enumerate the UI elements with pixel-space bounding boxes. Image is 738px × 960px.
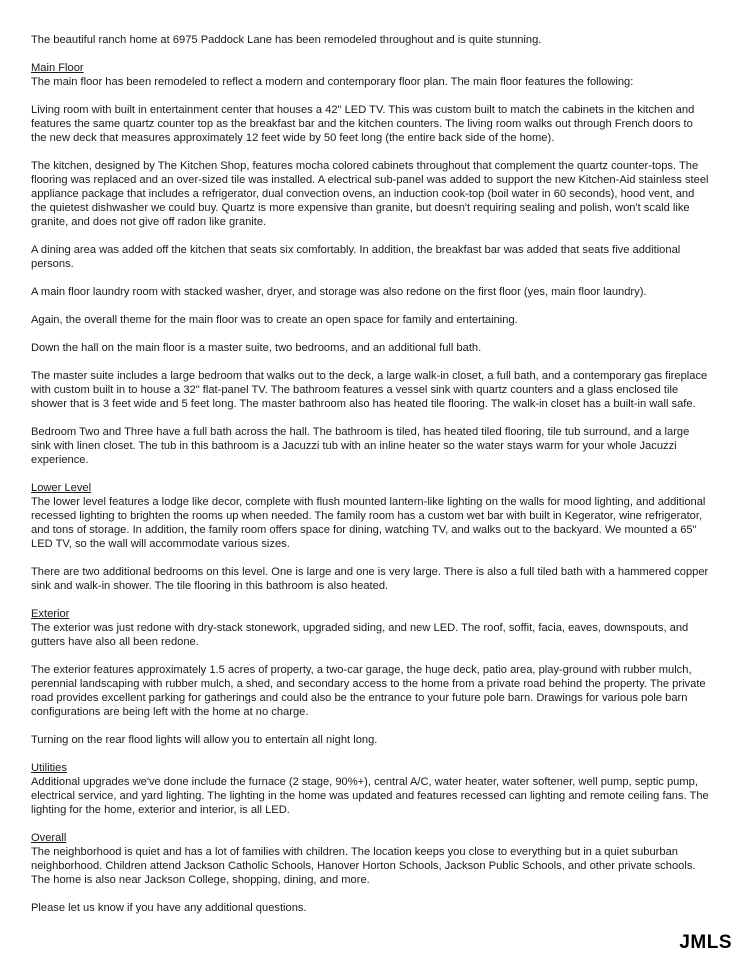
- paragraph: The main floor has been remodeled to reflect a modern and contemporary floor plan. The main floor features the following:: [31, 76, 634, 88]
- paragraph: Bedroom Two and Three have a full bath across the hall. The bathroom is tiled, has heated tiled flooring, tile tub surround, and a large sink with linen closet. The tub in this bathroom is a Jacuzzi tub with an inline heater so the water stays warm for your whole Jacuzzi experience.: [31, 426, 690, 466]
- section-lower-level: [31, 481, 711, 593]
- paragraph: The exterior was just redone with dry-stack stonework, upgraded siding, and new LED. The roof, soffit, facia, eaves, downspouts, and gutters have also all been redone.: [31, 622, 689, 648]
- paragraph: The master suite includes a large bedroom that walks out to the deck, a large walk-in closet, a full bath, and a contemporary gas fireplace with custom built in to house a 32" flat-panel TV. The bathroom features a vessel sink with quartz counters and a glass enclosed tile shower that is 3 feet wide and 5 feet long. The master bathroom also has heated tile flooring. The walk-in closet has a built-in wall safe.: [31, 370, 708, 410]
- section-heading: Overall: [31, 832, 67, 844]
- document-body: [31, 33, 711, 929]
- paragraph: A main floor laundry room with stacked washer, dryer, and storage was also redone on the first floor (yes, main floor laundry).: [31, 286, 647, 298]
- paragraph: Down the hall on the main floor is a master suite, two bedrooms, and an additional full bath.: [31, 342, 482, 354]
- paragraph: Turning on the rear flood lights will allow you to entertain all night long.: [31, 734, 378, 746]
- paragraph: The kitchen, designed by The Kitchen Shop, features mocha colored cabinets throughout that complement the quartz counter-tops. The flooring was replaced and an over-sized tile was installed. A electrical sub-panel was added to support the new Kitchen-Aid stainless steel appliance package that includes a refrigerator, dual convection ovens, an induction cook-top (boil water in 60 seconds), hood vent, and the quietest dishwasher we could buy. Quartz is more expensive than granite, but doesn't requiring sealing and polish, won't scald like granite, and does not give off radon like granite.: [31, 160, 709, 228]
- closing-paragraph: Please let us know if you have any additional questions.: [31, 902, 307, 914]
- paragraph: The exterior features approximately 1.5 acres of property, a two-car garage, the huge deck, patio area, play-ground with rubber mulch, perennial landscaping with rubber mulch, a shed, and secondary access to the home from a private road behind the property. The private road provides excellent parking for gatherings and could also be the entrance to your future pole barn. Drawings for various pole barn configurations are being left with the home at no charge.: [31, 664, 706, 718]
- section-heading: Exterior: [31, 608, 70, 620]
- section-heading: Lower Level: [31, 482, 92, 494]
- section-overall: [31, 831, 711, 887]
- section-utilities: [31, 761, 711, 817]
- jmls-watermark: JMLS: [679, 932, 732, 953]
- paragraph: Additional upgrades we've done include the furnace (2 stage, 90%+), central A/C, water heater, water softener, well pump, septic pump, electrical service, and yard lighting. The lighting in the home was updated and features recessed can lighting and remote ceiling fans. The lighting for the home, exterior and interior, is all LED.: [31, 776, 709, 816]
- paragraph: Again, the overall theme for the main floor was to create an open space for family and entertaining.: [31, 314, 518, 326]
- section-main-floor: [31, 61, 711, 467]
- section-exterior: [31, 607, 711, 747]
- paragraph: The lower level features a lodge like decor, complete with flush mounted lantern-like lighting on the walls for mood lighting, and additional recessed lighting to brighten the rooms up when needed. The family room has a custom wet bar with built in Kegerator, wine refrigerator, and tons of storage. In addition, the family room offers space for dining, watching TV, and walks out to the backyard. We mounted a 65" LED TV, so the wall will accommodate various sizes.: [31, 496, 706, 550]
- paragraph: The neighborhood is quiet and has a lot of families with children. The location keeps you close to everything but in a quiet suburban neighborhood. Children attend Jackson Catholic Schools, Hanover Horton Schools, Jackson Public Schools, and other private schools. The home is also near Jackson College, shopping, dining, and more.: [31, 846, 696, 886]
- paragraph: Living room with built in entertainment center that houses a 42" LED TV. This was custom built to match the cabinets in the kitchen and features the same quartz counter top as the breakfast bar and the kitchen counters. The living room walks out through French doors to the new deck that measures approximately 12 feet wide by 50 feet long (the entire back side of the home).: [31, 104, 695, 144]
- section-heading: Main Floor: [31, 62, 84, 74]
- paragraph: A dining area was added off the kitchen that seats six comfortably. In addition, the breakfast bar was added that seats five additional persons.: [31, 244, 681, 270]
- section-heading: Utilities: [31, 762, 67, 774]
- intro-paragraph: The beautiful ranch home at 6975 Paddock Lane has been remodeled throughout and is quite stunning.: [31, 34, 542, 46]
- paragraph: There are two additional bedrooms on this level. One is large and one is very large. There is also a full tiled bath with a hammered copper sink and walk-in shower. The tile flooring in this bathroom is also heated.: [31, 566, 709, 592]
